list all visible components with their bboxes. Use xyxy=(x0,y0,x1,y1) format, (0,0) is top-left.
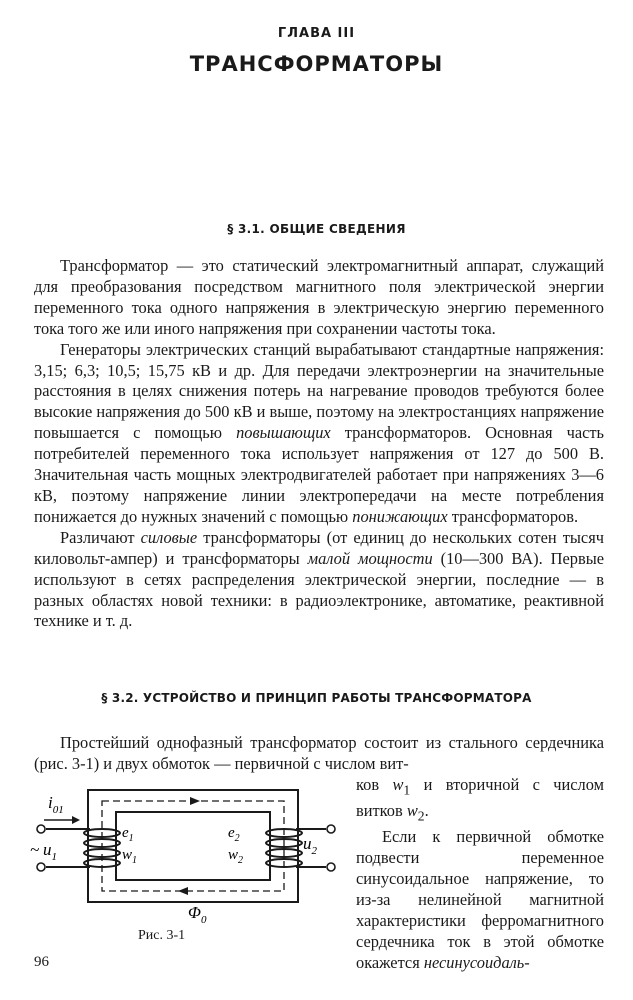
figure-caption: Рис. 3-1 xyxy=(138,928,186,943)
label-w1: $w_1$ xyxy=(122,847,138,866)
label-e2: $e_2$ xyxy=(228,825,240,844)
emphasis: силовые xyxy=(140,527,198,547)
secondary-winding xyxy=(266,829,326,867)
primary-winding xyxy=(46,829,120,867)
terminal-icon xyxy=(327,825,335,833)
section-heading-3-1: § 3.1. ОБЩИЕ СВЕДЕНИЯ xyxy=(227,222,406,236)
emphasis: малой мощности xyxy=(307,548,433,568)
core-window xyxy=(116,812,270,880)
label-phi0: $\Phi_0$ xyxy=(188,903,207,926)
section-3-2-body xyxy=(34,733,604,775)
paragraph: Различают силовые трансформаторы (от единиц до нескольких сотен тысяч киловольт-ампер) и трансформаторы малой мощности (10—300 ВА). Первые используют в сетях распределения электрической энергии, последние — в разных областях новой техники: в радиоэлектронике, автоматике, реактивной технике и т. д. xyxy=(34,527,604,631)
terminals xyxy=(37,825,335,871)
wrapped-text-column xyxy=(356,775,604,974)
label-e1: $e_1$ xyxy=(122,825,134,844)
chapter-label: ГЛАВА III xyxy=(277,26,356,41)
transformer-figure xyxy=(28,782,346,962)
page-number: 96 xyxy=(34,954,49,970)
label-w2: $w_2$ xyxy=(228,847,244,866)
paragraph-continuation: ков $w_1$ и вторичной с числом витков $w_2$. xyxy=(356,775,604,824)
section-3-1-body xyxy=(34,256,604,632)
flux-path xyxy=(102,801,284,891)
flux-arrow-top xyxy=(190,797,200,805)
terminal-icon xyxy=(327,863,335,871)
paragraph: Трансформатор — это статический электромагнитный аппарат, служащий для преобразования посредством магнитного поля электрической энергии переменного тока одного напряжения в электрическую энергию переменного тока того же или иного напряжения при сохранении частоты тока. xyxy=(34,256,604,338)
label-u1: $u_1$ xyxy=(43,840,57,863)
label-u2: $u_2$ xyxy=(303,834,317,857)
flux-arrow-bottom xyxy=(178,887,188,895)
label-u1-tilde: ~ xyxy=(30,840,40,859)
terminal-icon xyxy=(37,825,45,833)
emphasis: понижающих xyxy=(352,506,448,526)
emphasis: повышающих xyxy=(236,423,331,443)
paragraph: Генераторы электрических станций вырабатывают стандартные напряжения: 3,15; 6,3; 10,5; 15,75 кВ и др. Для передачи электроэнергии на значительные расстояния в целях снижения потерь на нагревание проводов требуются более высокие напряжения до 500 кВ и выше, поэтому на электростанциях напряжение повышается с помощью повышающих трансформаторов. Основная часть потребителей переменного тока использует напряжения от 127 до 500 В. Значительная часть мощных электродвигателей работает при напряжениях 3—6 кВ, поэтому напряжение линии электропередачи на месте потребления понижается до нужных значений с помощью понижающих трансформаторов. xyxy=(34,339,605,526)
paragraph: Простейший однофазный трансформатор состоит из стального сердечника (рис. 3-1) и двух обмоток — первичной с числом вит- xyxy=(34,733,604,773)
label-i01: $i_{01}$ xyxy=(48,793,64,816)
emphasis: несинусоидаль- xyxy=(423,952,530,972)
terminal-icon xyxy=(37,863,45,871)
paragraph: Если к первичной обмотке подвести переменное синусоидальное напряжение, то из-за нелинейной магнитной характеристики ферромагнитного сердечника ток в этой обмотке окажется несинусоидаль- xyxy=(356,827,604,972)
chapter-title: ТРАНСФОРМАТОРЫ xyxy=(189,52,444,76)
section-heading-3-2: § 3.2. УСТРОЙСТВО И ПРИНЦИП РАБОТЫ ТРАНСФОРМАТОРА xyxy=(101,691,532,705)
core-outer xyxy=(88,790,298,902)
